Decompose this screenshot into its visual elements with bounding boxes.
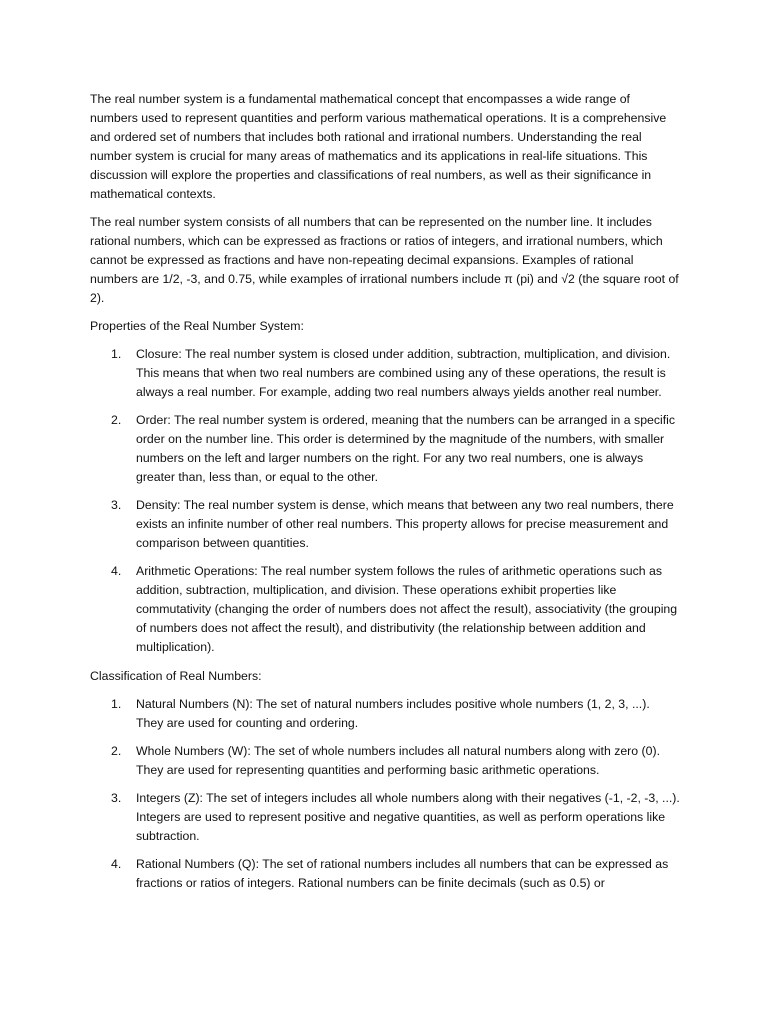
- list-item: [90, 562, 680, 657]
- definition-paragraph: The real number system consists of all numbers that can be represented on the number line. It includes rational numbers, which can be expressed as fractions or ratios of integers, and irrational numbers, which cannot be expressed as fractions and have non-repeating decimal expansions. Examples of rational numbers are 1/2, -3, and 0.75, while examples of irrational numbers include π (pi) and √2 (the square root of 2).: [90, 215, 679, 305]
- list-item-text: Order: The real number system is ordered, meaning that the numbers can be arranged in a specific order on the number line. This order is determined by the magnitude of the numbers, with smaller numbers on the left and larger numbers on the right. For any two real numbers, one is always greater than, less than, or equal to the other.: [136, 413, 676, 484]
- list-item-text: Arithmetic Operations: The real number system follows the rules of arithmetic operations such as addition, subtraction, multiplication, and division. These operations exhibit properties like commutativity (changing the order of numbers does not affect the result), associativity (the grouping of numbers does not affect the result), and distributivity (the relationship between addition and multiplication).: [136, 564, 678, 654]
- properties-list: [90, 345, 680, 657]
- list-number: 1.: [111, 697, 122, 711]
- list-number: 3.: [111, 791, 122, 805]
- list-item-text: Rational Numbers (Q): The set of rational numbers includes all numbers that can be expressed as fractions or ratios of integers. Rational numbers can be finite decimals (such as 0.5) or: [136, 857, 669, 890]
- list-number: 4.: [111, 857, 122, 871]
- list-item-text: Natural Numbers (N): The set of natural numbers includes positive whole numbers (1, 2, 3, ...). They are used for counting and ordering.: [136, 697, 650, 730]
- intro-paragraph: The real number system is a fundamental mathematical concept that encompasses a wide range of numbers used to represent quantities and perform various mathematical operations. It is a comprehensive and ordered set of numbers that includes both rational and irrational numbers. Understanding the real number system is crucial for many areas of mathematics and its applications in real-life situations. This discussion will explore the properties and classifications of real numbers, as well as their significance in mathematical contexts.: [90, 92, 667, 201]
- list-number: 2.: [111, 744, 122, 758]
- document-page: [90, 90, 680, 903]
- list-number: 2.: [111, 413, 122, 427]
- list-item-text: Whole Numbers (W): The set of whole numbers includes all natural numbers along with zero (0). They are used for representing quantities and performing basic arithmetic operations.: [136, 744, 660, 777]
- classification-heading: Classification of Real Numbers:: [90, 669, 262, 683]
- list-number: 3.: [111, 498, 122, 512]
- list-item-text: Integers (Z): The set of integers includes all whole numbers along with their negatives (-1, -2, -3, ...). Integers are used to represent positive and negative quantities, as well as perform operations like subtraction.: [136, 791, 680, 843]
- list-item: [90, 695, 680, 733]
- list-item: [90, 855, 680, 893]
- list-number: 4.: [111, 564, 122, 578]
- classification-list: [90, 695, 680, 893]
- list-number: 1.: [111, 347, 122, 361]
- list-item: [90, 789, 680, 846]
- list-item-text: Density: The real number system is dense, which means that between any two real numbers, there exists an infinite number of other real numbers. This property allows for precise measurement and comparison between quantities.: [136, 498, 674, 550]
- properties-heading: Properties of the Real Number System:: [90, 319, 304, 333]
- list-item: [90, 496, 680, 553]
- list-item: [90, 345, 680, 402]
- list-item: [90, 411, 680, 487]
- list-item: [90, 742, 680, 780]
- list-item-text: Closure: The real number system is closed under addition, subtraction, multiplication, and division. This means that when two real numbers are combined using any of these operations, the result is always a real number. For example, adding two real numbers always yields another real number.: [136, 347, 671, 399]
